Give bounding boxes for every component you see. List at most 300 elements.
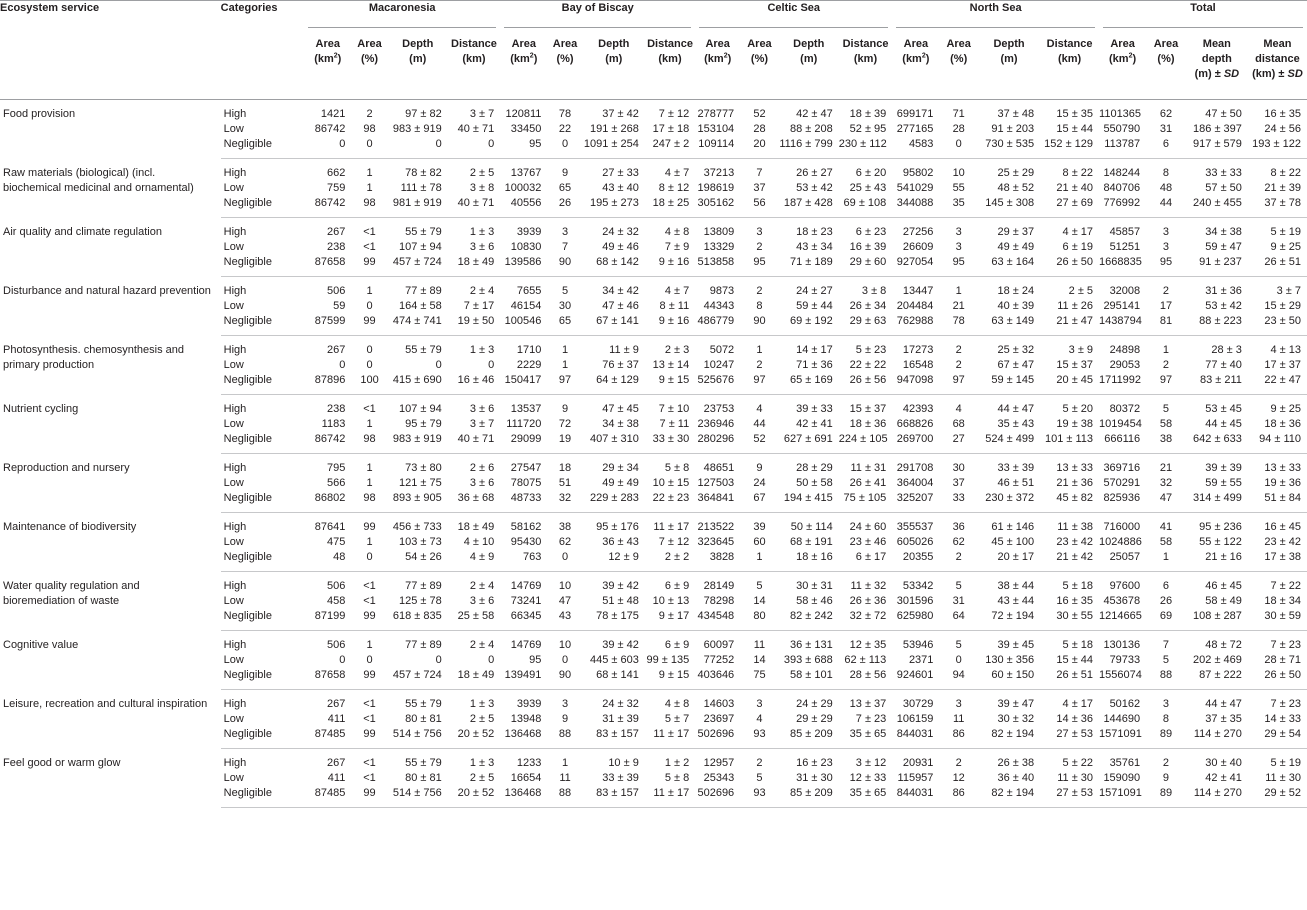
value-cell: 666116 (1099, 432, 1146, 454)
column-header-line: (km) ± (1252, 68, 1288, 80)
value-cell: 51 ± 84 (1248, 491, 1307, 513)
category-cell: Low (223, 182, 244, 194)
value-cell: 1 ± 3 (469, 226, 495, 238)
value-cell: 44 ± 47 (997, 403, 1035, 415)
value-cell: 114 ± 270 (1186, 786, 1248, 808)
value-cell: 48651 (703, 462, 735, 474)
column-header-line: (m) ± (1194, 68, 1224, 80)
value-cell: 776992 (1099, 196, 1146, 218)
value-cell: 39 ± 33 (796, 403, 833, 415)
value-cell: 95430 (510, 536, 542, 548)
value-cell: 13447 (902, 285, 934, 297)
value-cell: 45857 (1109, 226, 1141, 238)
value-cell: 30 ± 32 (997, 713, 1035, 725)
value-cell: 130136 (1103, 639, 1141, 651)
value-cell: 323645 (697, 536, 735, 548)
value-cell: 25 ± 29 (997, 167, 1035, 179)
value-cell: 8 (1162, 713, 1170, 725)
value-cell: 35 ± 65 (839, 786, 893, 808)
value-cell: 14769 (510, 580, 542, 592)
value-cell: 57 ± 50 (1205, 182, 1242, 194)
value-cell: 30 ± 40 (1205, 757, 1242, 769)
value-cell: 17273 (902, 344, 934, 356)
value-cell: 99 (351, 314, 387, 336)
value-cell: 47 ± 45 (602, 403, 639, 415)
value-cell: 5 ± 19 (1270, 226, 1301, 238)
value-cell: 325207 (892, 491, 939, 513)
category-cell: Low (223, 241, 244, 253)
value-cell: 23 ± 42 (1264, 536, 1301, 548)
value-cell: 2 (756, 285, 763, 297)
value-cell: 3 ± 7 (469, 418, 495, 430)
value-cell: 924601 (892, 668, 939, 690)
value-cell: 44343 (703, 300, 735, 312)
value-cell: 21 (952, 300, 965, 312)
column-header-line: (%) (950, 53, 968, 65)
header-region: Bay of Biscay (500, 1, 695, 30)
value-cell: <1 (363, 595, 376, 607)
value-cell: 25343 (703, 772, 735, 784)
value-cell: 2 ± 5 (469, 713, 495, 725)
value-cell: 14 (753, 595, 766, 607)
column-header-line: Depth (402, 38, 434, 50)
value-cell: 0 (547, 550, 582, 572)
column-header-line: ) (727, 53, 732, 65)
value-cell: 5 (756, 772, 763, 784)
value-cell: 15 ± 44 (1056, 123, 1094, 135)
column-header-line: Area (1110, 38, 1135, 50)
value-cell: 12957 (703, 757, 735, 769)
column-header (1099, 29, 1146, 100)
value-cell: 7 ± 11 (659, 418, 690, 430)
value-cell: 20 ± 45 (1040, 373, 1099, 395)
value-cell: 762988 (892, 314, 939, 336)
value-cell: 0 (366, 654, 373, 666)
value-cell: 2 ± 5 (469, 772, 495, 784)
ecosystem-service-name: Food provision (3, 108, 76, 120)
value-cell: 238 (326, 241, 346, 253)
value-cell: 3 (1162, 241, 1170, 253)
value-cell: 2 ± 5 (469, 167, 495, 179)
value-cell: 99 (351, 668, 387, 690)
value-cell: 67 ± 47 (997, 359, 1035, 371)
value-cell: 730 ± 535 (978, 137, 1040, 159)
value-cell: 514 ± 756 (388, 727, 448, 749)
value-cell: 94 ± 110 (1248, 432, 1307, 454)
column-header-line: Area (357, 38, 382, 50)
value-cell: 153104 (697, 123, 735, 135)
value-cell: 42 ± 41 (796, 418, 833, 430)
value-cell: 15 ± 37 (1056, 359, 1094, 371)
value-cell: 40 ± 71 (457, 123, 495, 135)
superscript: 2 (921, 52, 926, 60)
value-cell: 3 (1162, 698, 1170, 710)
value-cell: <1 (363, 757, 376, 769)
value-cell: 3 (955, 241, 962, 253)
value-cell: 21 (1159, 462, 1173, 474)
value-cell: 86802 (304, 491, 351, 513)
value-cell: 29 ± 54 (1248, 727, 1307, 749)
value-cell: 26 ± 41 (849, 477, 887, 489)
value-cell: 14 ± 33 (1264, 713, 1301, 725)
value-cell: 23 ± 46 (849, 536, 887, 548)
column-header (695, 29, 740, 100)
value-cell: 301596 (896, 595, 934, 607)
value-cell: 24 ± 29 (796, 698, 833, 710)
value-cell: 7 ± 10 (658, 403, 690, 415)
value-cell: 186 ± 397 (1193, 123, 1242, 135)
column-header-line: Area (946, 38, 971, 50)
value-cell: 3 (561, 698, 569, 710)
value-cell: 187 ± 428 (779, 196, 839, 218)
column-header-line: Mean (1263, 38, 1292, 50)
column-header-line: (km) (462, 53, 486, 65)
value-cell: 10247 (703, 359, 735, 371)
value-cell: 474 ± 741 (388, 314, 448, 336)
value-cell: 31 (952, 595, 965, 607)
column-header (448, 29, 501, 100)
value-cell: 3 ± 12 (855, 757, 887, 769)
value-cell: 30 ± 31 (796, 580, 833, 592)
value-cell: 145 ± 308 (978, 196, 1040, 218)
value-cell: 30 (558, 300, 572, 312)
value-cell: 18 ± 49 (448, 668, 501, 690)
value-cell: 37 (952, 477, 965, 489)
value-cell: 78 ± 175 (583, 609, 645, 631)
value-cell: 63 ± 164 (978, 255, 1040, 277)
column-header-row (0, 29, 1307, 100)
value-cell: 35 ± 65 (839, 727, 893, 749)
value-cell: 69 ± 192 (779, 314, 839, 336)
value-cell: 9 (1162, 772, 1170, 784)
value-cell: 73 ± 80 (405, 462, 442, 474)
value-cell: 825936 (1099, 491, 1146, 513)
value-cell: 136468 (500, 786, 547, 808)
value-cell: 58 (1159, 418, 1173, 430)
table-row (0, 218, 1307, 241)
value-cell: 25057 (1099, 550, 1146, 572)
value-cell: 9 ± 17 (645, 609, 695, 631)
value-cell: 458 (326, 595, 346, 607)
column-header (978, 29, 1040, 100)
value-cell: 95 ± 236 (1199, 521, 1242, 533)
column-header (1186, 29, 1248, 100)
value-cell: 240 ± 455 (1186, 196, 1248, 218)
value-cell: 78298 (703, 595, 735, 607)
value-cell: 94 (939, 668, 978, 690)
value-cell: 111 ± 78 (400, 182, 442, 194)
value-cell: 13767 (510, 167, 542, 179)
value-cell: 18 ± 49 (448, 255, 501, 277)
value-cell: 983 ± 919 (392, 123, 442, 135)
category-cell: Negligible (221, 373, 305, 395)
value-cell: 0 (448, 137, 501, 159)
value-cell: 33450 (510, 123, 542, 135)
category-cell: Negligible (221, 432, 305, 454)
value-cell: 159090 (1103, 772, 1141, 784)
value-cell: 91 ± 203 (991, 123, 1035, 135)
value-cell: 78075 (510, 477, 542, 489)
ecosystem-service-name: Air quality and climate regulation (3, 225, 162, 238)
value-cell: 27 ± 53 (1040, 727, 1099, 749)
value-cell: 56 (740, 196, 779, 218)
column-header-line: Area (552, 38, 578, 50)
value-cell: 99 (351, 255, 387, 277)
value-cell: 77 ± 89 (405, 580, 442, 592)
value-cell: 43 ± 44 (997, 595, 1035, 607)
value-cell: 18 ± 36 (849, 418, 887, 430)
column-header-line: Depth (993, 38, 1025, 50)
value-cell: 108 ± 287 (1186, 609, 1248, 631)
value-cell: 267 (326, 757, 346, 769)
value-cell: 0 (304, 137, 351, 159)
table-row (0, 454, 1307, 477)
value-cell: 0 (547, 137, 582, 159)
value-cell: 699171 (896, 108, 934, 120)
value-cell: 80 ± 81 (405, 713, 442, 725)
column-header-line: Distance (1046, 38, 1093, 50)
category-cell: High (223, 580, 247, 592)
value-cell: 486779 (695, 314, 740, 336)
value-cell: 2 (366, 108, 373, 120)
value-cell: 844031 (892, 786, 939, 808)
value-cell: 87658 (304, 668, 351, 690)
value-cell: 7 ± 12 (658, 108, 690, 120)
value-cell: 139491 (500, 668, 547, 690)
value-cell: 4 ± 7 (664, 285, 690, 297)
value-cell: 40 ± 71 (448, 432, 501, 454)
value-cell: 29 ± 63 (839, 314, 893, 336)
value-cell: 33 (939, 491, 978, 513)
value-cell: 230 ± 372 (978, 491, 1040, 513)
table-row (0, 395, 1307, 418)
value-cell: 524 ± 499 (978, 432, 1040, 454)
value-cell: 49 ± 46 (602, 241, 639, 253)
category-cell: High (223, 521, 247, 533)
value-cell: 51 ± 48 (602, 595, 639, 607)
value-cell: 1 (1146, 550, 1186, 572)
value-cell: <1 (363, 241, 376, 253)
value-cell: 76 ± 37 (602, 359, 639, 371)
value-cell: 369716 (1103, 462, 1141, 474)
category-cell: High (223, 167, 247, 179)
value-cell: 1571091 (1099, 727, 1146, 749)
value-cell: 39 ± 47 (997, 698, 1035, 710)
value-cell: 58 ± 49 (1205, 595, 1242, 607)
value-cell: 73241 (510, 595, 542, 607)
value-cell: 514 ± 756 (388, 786, 448, 808)
value-cell: 91 ± 237 (1186, 255, 1248, 277)
value-cell: 68 (952, 418, 965, 430)
value-cell: 22 (558, 123, 572, 135)
category-cell: High (223, 698, 247, 710)
value-cell: 25 ± 32 (997, 344, 1035, 356)
value-cell: 1 (366, 418, 373, 430)
value-cell: 8 (1162, 167, 1170, 179)
value-cell: 18 ± 39 (849, 108, 887, 120)
value-cell: 90 (547, 668, 582, 690)
value-cell: 38 (558, 521, 572, 533)
column-header (1040, 29, 1099, 100)
value-cell: 11 ± 38 (1057, 521, 1094, 533)
value-cell: 6 ± 19 (1062, 241, 1094, 253)
value-cell: 100 (351, 373, 387, 395)
value-cell: 15 ± 29 (1264, 300, 1301, 312)
value-cell: 8 ± 11 (659, 300, 690, 312)
value-cell: 1 (955, 285, 962, 297)
value-cell: 24898 (1109, 344, 1141, 356)
column-header (1146, 29, 1186, 100)
value-cell: 77 ± 89 (405, 639, 442, 651)
value-cell: 21 ± 36 (1056, 477, 1094, 489)
header-blank (0, 29, 221, 100)
value-cell: 4 ± 10 (463, 536, 495, 548)
value-cell: 86742 (304, 196, 351, 218)
column-header-line: (%) (556, 53, 574, 65)
value-cell: 13 ± 37 (849, 698, 887, 710)
value-cell: 49 ± 49 (602, 477, 639, 489)
column-header-line: (m) (605, 53, 623, 65)
value-cell: 54 ± 26 (388, 550, 448, 572)
value-cell: 97 (1146, 373, 1186, 395)
column-header (839, 29, 893, 100)
category-cell: Low (223, 300, 244, 312)
value-cell: 37 ± 35 (1205, 713, 1242, 725)
category-cell: Low (223, 772, 244, 784)
category-cell: Low (223, 359, 244, 371)
value-cell: 0 (955, 654, 962, 666)
value-cell: 18 (558, 462, 572, 474)
value-cell: 65 (547, 314, 582, 336)
value-cell: 3828 (695, 550, 740, 572)
value-cell: 12 ± 9 (583, 550, 645, 572)
ecosystem-service-name: Reproduction and nursery (3, 461, 130, 474)
value-cell: 7 ± 23 (855, 713, 887, 725)
value-cell: 68 ± 141 (583, 668, 645, 690)
value-cell: 364841 (695, 491, 740, 513)
value-cell: 11 ± 30 (1265, 772, 1301, 784)
value-cell: 566 (326, 477, 346, 489)
value-cell: 98 (363, 123, 376, 135)
value-cell: 111720 (506, 418, 542, 430)
value-cell: 1116 ± 799 (779, 137, 839, 159)
value-cell: 9 ± 25 (1270, 241, 1301, 253)
value-cell: 55 ± 79 (405, 344, 442, 356)
value-cell: 9873 (709, 285, 735, 297)
value-cell: 30 ± 55 (1040, 609, 1099, 631)
value-cell: 37 ± 48 (997, 108, 1035, 120)
value-cell: 570291 (1103, 477, 1141, 489)
value-cell: 403646 (695, 668, 740, 690)
value-cell: 34 ± 38 (1205, 226, 1242, 238)
value-cell: 20 ± 17 (978, 550, 1040, 572)
value-cell: 4 ± 9 (448, 550, 501, 572)
value-cell: 716000 (1103, 521, 1141, 533)
value-cell: 267 (326, 698, 346, 710)
value-cell: 38 ± 44 (997, 580, 1035, 592)
value-cell: 99 (351, 727, 387, 749)
value-cell: 1183 (321, 418, 346, 430)
value-cell: 14603 (703, 698, 735, 710)
value-cell: 13 ± 33 (1264, 462, 1301, 474)
value-cell: 79733 (1109, 654, 1141, 666)
value-cell: 2 (1162, 359, 1170, 371)
column-header-line: Area (315, 38, 340, 50)
value-cell: 49 ± 49 (997, 241, 1035, 253)
value-cell: 53 ± 42 (1205, 300, 1242, 312)
value-cell: 89 (1146, 727, 1186, 749)
value-cell: 93 (740, 727, 779, 749)
value-cell: 39 ± 45 (997, 639, 1035, 651)
value-cell: 506 (326, 580, 346, 592)
value-cell: 95802 (902, 167, 934, 179)
value-cell: 21 ± 40 (1056, 182, 1094, 194)
value-cell: 58 (1159, 536, 1173, 548)
value-cell: 9 (561, 167, 569, 179)
value-cell: 58 ± 101 (779, 668, 839, 690)
value-cell: 9 ± 25 (1270, 403, 1301, 415)
value-cell: 662 (326, 167, 346, 179)
value-cell: 6 ± 20 (855, 167, 887, 179)
value-cell: 453678 (1103, 595, 1141, 607)
value-cell: 1 (366, 182, 373, 194)
value-cell: 95 (529, 654, 542, 666)
value-cell: 23753 (703, 403, 735, 415)
value-cell: 35761 (1109, 757, 1141, 769)
value-cell: 1101365 (1099, 108, 1142, 120)
value-cell: 97 (939, 373, 978, 395)
value-cell: 11 (952, 713, 965, 725)
value-cell: 61 ± 146 (991, 521, 1035, 533)
value-cell: 506 (326, 285, 346, 297)
value-cell: 1024886 (1099, 536, 1142, 548)
value-cell: 85 ± 209 (779, 727, 839, 749)
value-cell: 1 (740, 550, 779, 572)
value-cell: 86742 (304, 432, 351, 454)
column-header-line: (m) (1000, 53, 1018, 65)
value-cell: 95 (1146, 255, 1186, 277)
value-cell: 29 ± 37 (997, 226, 1035, 238)
value-cell: 11 ± 30 (1057, 772, 1094, 784)
header-blank (221, 29, 305, 100)
value-cell: 68 ± 191 (789, 536, 833, 548)
category-cell: Negligible (221, 668, 305, 690)
ecosystem-service-name: Feel good or warm glow (3, 756, 121, 769)
value-cell: 1571091 (1099, 786, 1146, 808)
value-cell: 3 ± 8 (469, 182, 495, 194)
value-cell: 60 ± 150 (978, 668, 1040, 690)
value-cell: 48 (304, 550, 351, 572)
value-cell: 88 (547, 727, 582, 749)
value-cell: 8 ± 22 (1062, 167, 1094, 179)
value-cell: 18 ± 34 (1264, 595, 1301, 607)
value-cell: 1019454 (1099, 418, 1142, 430)
value-cell: 83 ± 211 (1186, 373, 1248, 395)
category-cell: Negligible (221, 137, 305, 159)
value-cell: 101 ± 113 (1040, 432, 1099, 454)
value-cell: 71 ± 36 (796, 359, 833, 371)
value-cell: 113787 (1099, 137, 1146, 159)
value-cell: 0 (366, 359, 373, 371)
value-cell: 21 ± 39 (1264, 182, 1301, 194)
value-cell: 30 ± 59 (1248, 609, 1307, 631)
value-cell: 26 ± 38 (997, 757, 1035, 769)
value-cell: 9 ± 16 (645, 255, 695, 277)
value-cell: 0 (388, 137, 448, 159)
value-cell: 5 (955, 639, 962, 651)
value-cell: 97 (740, 373, 779, 395)
value-cell: 87896 (304, 373, 351, 395)
